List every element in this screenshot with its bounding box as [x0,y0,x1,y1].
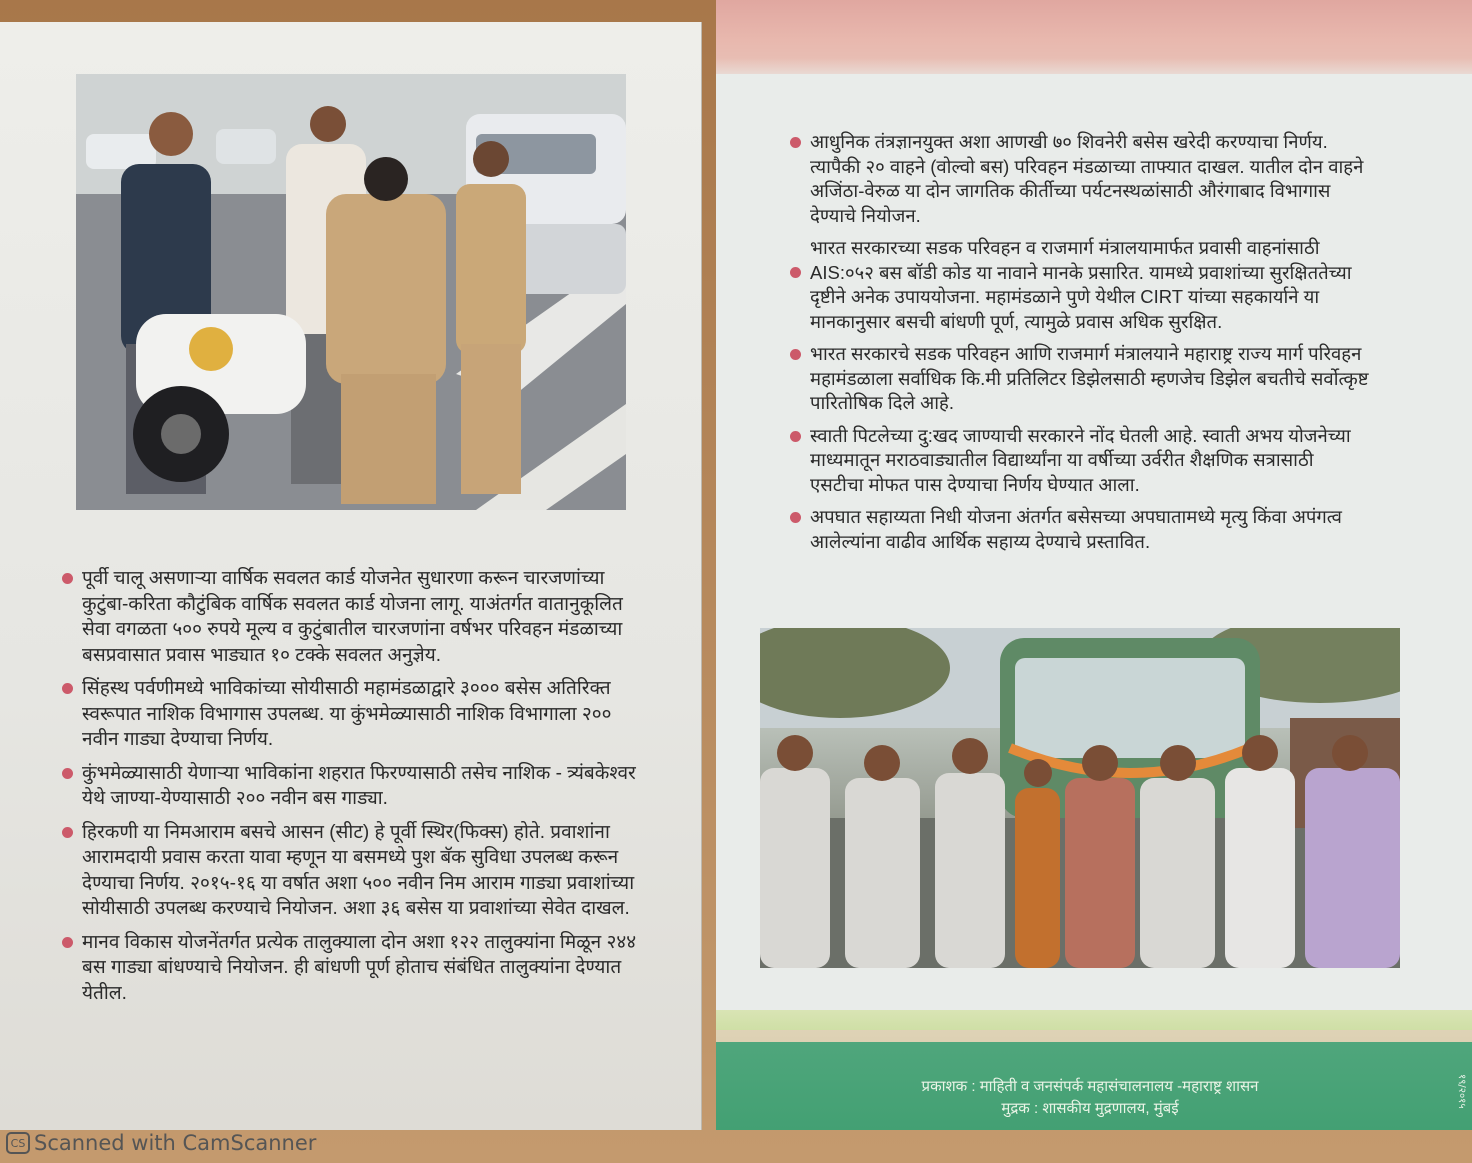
watermark-text: Scanned with CamScanner [34,1131,317,1155]
list-item: स्वाती पिटलेच्या दु:खद जाण्याची सरकारने नोंद घेतली आहे. स्वाती अभय योजनेच्या माध्यमातून मराठवाड्यातील विद्यार्थ्यांना या वर्षीच्या उर्वरीत शैक्षणिक सत्रासाठी एसटीचा मोफत पास देण्याचा निर्णय घेण्यात आला. [790,424,1370,498]
list-item: हिरकणी या निमआराम बसचे आसन (सीट) हे पूर्वी स्थिर(फिक्स) होते. प्रवाशांना आरामदायी प्रवास करता यावा म्हणून या बसमध्ये पुश बॅक सुविधा उपलब्ध करून देण्याचा निर्णय. २०१५-१६ या वर्षात अशा ५०० नवीन निम आराम गाड्या प्रवाशांच्या सोयीसाठी उपलब्ध करण्याचे नियोजन. अशा ३६ बसेस या प्रवाशांच्या सेवेत दाखल. [62,820,642,922]
list-item: भारत सरकारच्या सडक परिवहन व राजमार्ग मंत्रालयामार्फत प्रवासी वाहनांसाठी AIS:०५२ बस बॉडी कोड या नावाने मानके प्रसारित. यामध्ये प्रवाशांच्या सुरक्षिततेच्या दृष्टीने अनेक उपाययोजना. महामंडळाने पुणे येथील CIRT यांच्या सहकार्याने या मानकानुसार बसची बांधणी पूर्ण, त्यामुळे प्रवास अधिक सुरक्षित. [790,236,1370,334]
bullet-icon [62,768,73,779]
bullet-icon [62,683,73,694]
list-item: भारत सरकारचे सडक परिवहन आणि राजमार्ग मंत्रालयाने महाराष्ट्र राज्य मार्ग परिवहन महामंडळाला सर्वाधिक कि.मी प्रतिलिटर डिझेलसाठी म्हणजेच डिझेल बचतीचे सर्वोत्कृष्ट पारितोषिक दिले आहे. [790,342,1370,416]
photo-traffic-police [76,74,626,510]
list-item: अपघात सहाय्यता निधी योजना अंतर्गत बसेसच्या अपघातामध्ये मृत्यु किंवा अपंगत्व आलेल्यांना वाढीव आर्थिक सहाय्य देण्याचे प्रस्तावित. [790,505,1370,554]
list-item: कुंभमेळ्यासाठी येणाऱ्या भाविकांना शहरात फिरण्यासाठी तसेच नाशिक - त्र्यंबकेश्वर येथे जाण्या-येण्यासाठी २०० नवीन बस गाड्या. [62,761,642,812]
list-item: मानव विकास योजनेंतर्गत प्रत्येक तालुक्याला दोन अशा १२२ तालुक्यांना मिळून २४४ बस गाड्या बांधण्याचे नियोजन. ही बांधणी पूर्ण होताच संबंधित तालुक्यांना देण्यात येतील. [62,930,642,1007]
bullet-icon [790,349,801,360]
list-item: आधुनिक तंत्रज्ञानयुक्त अशा आणखी ७० शिवनेरी बसेस खरेदी करण्याचा निर्णय. त्यापैकी २० वाहने (वोल्वो बस) परिवहन मंडळाच्या ताफ्यात दाखल. यातील दोन वाहने अजिंठा-वेरुळ या दोन जागतिक कीर्तीच्या पर्यटनस्थळांसाठी औरंगाबाद विभागास देण्याचे नियोजन. [790,130,1370,228]
right-bullet-list [790,130,1370,562]
bullet-icon [790,431,801,442]
photo-bus-inauguration [760,628,1400,968]
photo-bus-inauguration-icon [760,628,1400,968]
printer-line: मुद्रक : शासकीय मुद्रणालय, मुंबई [1001,1100,1179,1117]
photo-traffic-police-icon [76,74,626,510]
bullet-icon [62,827,73,838]
list-item: सिंहस्थ पर्वणीमध्ये भाविकांच्या सोयीसाठी महामंडळाद्वारे ३००० बसेस अतिरिक्त स्वरूपात नाशिक विभागास उपलब्ध. या कुंभमेळ्यासाठी नाशिक विभागाला २०० नवीन गाड्या देण्याचा निर्णय. [62,676,642,753]
bullet-icon [790,267,801,278]
pink-stripe [716,1030,1472,1042]
camscanner-logo-icon: CS [6,1132,30,1154]
top-band-fade [716,58,1472,88]
list-item: पूर्वी चालू असणाऱ्या वार्षिक सवलत कार्ड योजनेत सुधारणा करून चारजणांच्या कुटुंबा-करिता कौटुंबिक वार्षिक सवलत कार्ड योजना लागू. याअंतर्गत वातानुकूलित सेवा वगळता ५०० रुपये मूल्य व कुटुंबातील चारजणांना वर्षभर परिवहन मंडळाच्या बसप्रवासात प्रवास भाड्यात १० टक्के सवलत अनुज्ञेय. [62,566,642,668]
bullet-icon [62,937,73,948]
bullet-icon [790,512,801,523]
bullet-icon [62,573,73,584]
page-code: १९/२०१५ [1456,1074,1467,1109]
bullet-icon [790,137,801,148]
footer-credits [865,1076,1315,1120]
left-bullet-list [62,566,642,1014]
camscanner-watermark [0,1128,400,1158]
publisher-line: प्रकाशक : माहिती व जनसंपर्क महासंचालनालय -महाराष्ट्र शासन [921,1078,1259,1095]
